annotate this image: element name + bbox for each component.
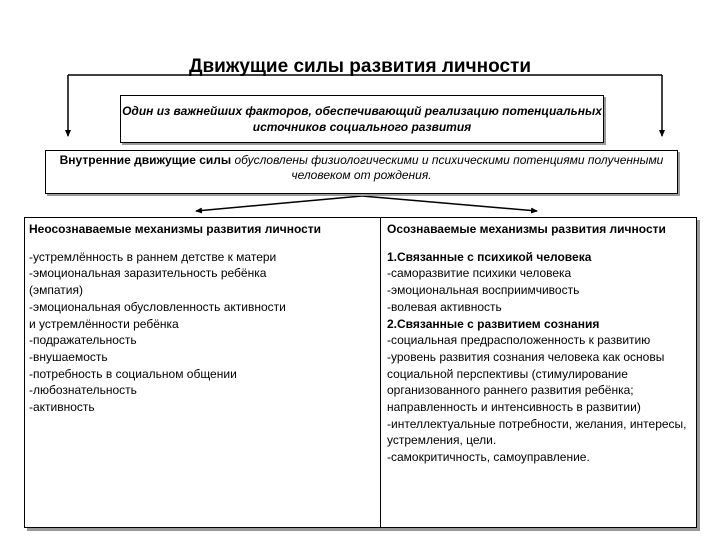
list-item: -интеллектуальные потребности, желания, интересы, устремления, цели. (387, 416, 687, 448)
internal-forces-lead: Внутренние движущие силы (59, 153, 232, 167)
column-divider (380, 218, 381, 527)
diagram-title: Движущие силы развития личности (188, 56, 532, 77)
list-item: (эмпатия) (29, 283, 83, 298)
conscious-column (387, 218, 697, 466)
split-arrow-right (362, 196, 537, 211)
mechanisms-table (24, 217, 697, 528)
list-item: -внушаемость (29, 349, 108, 364)
list-item: -любознательность (29, 383, 137, 398)
list-item: -самокритичность, самоуправление. (387, 450, 590, 465)
list-item: -саморазвитие психики человека (387, 266, 572, 281)
unconscious-heading: Неосознаваемые механизмы развития личности (29, 222, 322, 236)
group1-title: 1.Связанные с психикой человека (387, 249, 592, 264)
unconscious-list (29, 249, 379, 416)
split-arrow-left (196, 196, 362, 211)
list-item: -эмоциональная восприимчивость (387, 283, 580, 298)
list-item: -уровень развития сознания человека как основы социальной перспективы (стимулирование организованного раннего развития ребёнка; направленность и интенсивность в развитии) (387, 349, 665, 415)
conscious-heading: Осознаваемые механизмы развития личности (387, 222, 666, 236)
group2-list (387, 332, 697, 466)
factor-text: Один из важнейших факторов, обеспечивающий реализацию потенциальных источников социального развития (122, 104, 602, 134)
list-item: -активность (29, 400, 95, 415)
group1-list (387, 265, 697, 315)
list-item: -волевая активность (387, 299, 502, 314)
list-item: -подражательность (29, 333, 137, 348)
list-item: -эмоциональная обусловленность активности (29, 299, 286, 314)
list-item: -социальная предрасположенность к развитию (387, 333, 651, 348)
group2-title: 2.Связанные с развитием сознания (387, 316, 600, 331)
internal-forces-box (45, 150, 678, 194)
factor-box (120, 95, 604, 143)
list-item: и устремлённости ребёнка (29, 316, 179, 331)
list-item: -устремлённость в раннем детстве к матери (29, 249, 277, 264)
internal-forces-text: обусловлены физиологическими и психическими потенциями полученными человеком от рождения. (234, 153, 664, 182)
list-item: -эмоциональная заразительность ребёнка (29, 266, 267, 281)
list-item: -потребность в социальном общении (29, 366, 237, 381)
unconscious-column (29, 218, 379, 416)
